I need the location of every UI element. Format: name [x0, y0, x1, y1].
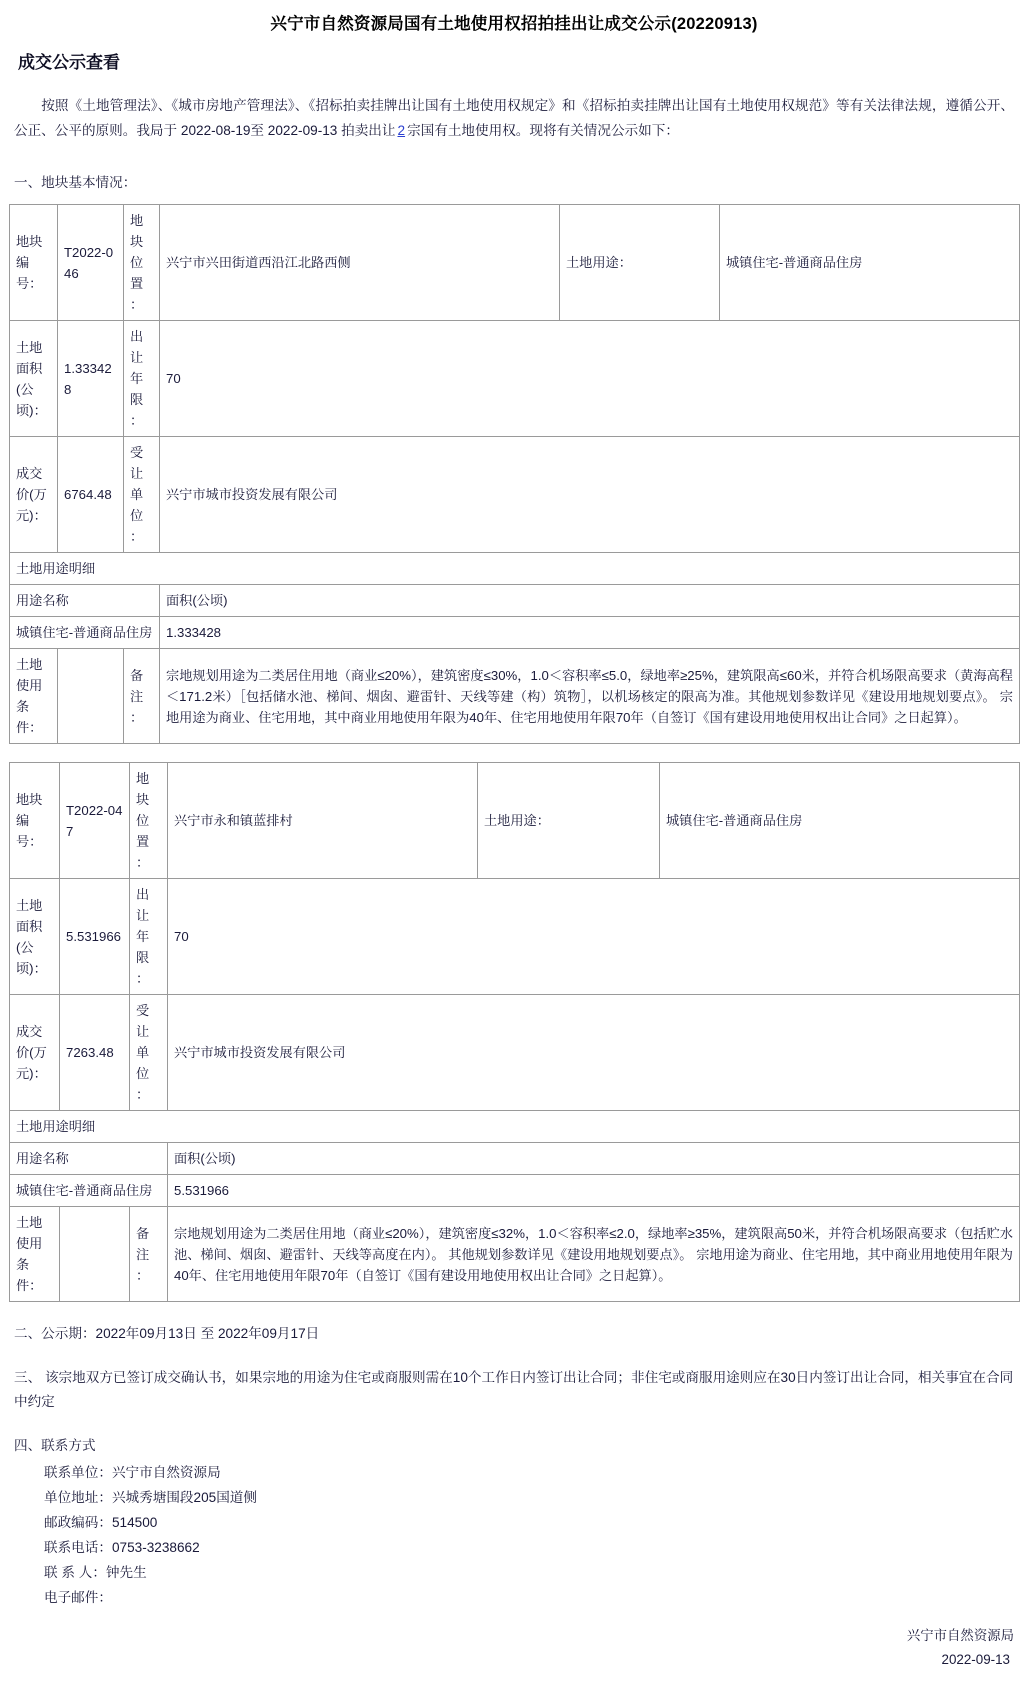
- spacer-cell: [60, 1207, 130, 1302]
- label-land-area: 土地面积(公顷)：: [10, 321, 58, 437]
- page-title: 兴宁市自然资源局国有土地使用权招拍挂出让成交公示(20220913): [270, 15, 758, 33]
- label-plot-location: 地块位置：: [130, 763, 168, 879]
- label-transfer-years: 出让年限：: [130, 879, 168, 995]
- clause-contract: 三、 该宗地双方已签订成交确认书，如果宗地的用途为住宅或商服则需在10个工作日内签订出让合同；非住宅或商服用途则应在30日内签订出让合同，相关事宜在合同中约定: [14, 1370, 1014, 1410]
- value-remark: 宗地规划用途为二类居住用地（商业≤20%），建筑密度≤32%，1.0＜容积率≤2.0，绿地率≥35%，建筑限高50米，并符合机场限高要求（包括贮水池、梯间、烟囱、避雷针、天线等高度在内）。 其他规划参数详见《建设用地规划要点》。 宗地用途为商业、住宅用地，其中商业用地使用年限为40年、住宅用地使用年限70年（自签订《国有建设用地使用权出让合同》之日起算）。: [168, 1207, 1020, 1302]
- label-deal-price: 成交价(万元)：: [10, 437, 58, 553]
- label-land-area: 土地面积(公顷)：: [10, 879, 60, 995]
- subsection-basic-info: 一、地块基本情况：: [14, 175, 137, 191]
- spacer: [0, 1414, 1028, 1434]
- clause-contact-head: 四、联系方式: [14, 1438, 96, 1454]
- label-remark: 备注：: [130, 1207, 168, 1302]
- value-transfer-years: 70: [160, 321, 1020, 437]
- signature-date: 2022-09-13: [941, 1652, 1010, 1668]
- intro-paragraph: [0, 93, 1028, 143]
- table-row: [10, 879, 1020, 995]
- plot-table-1: [9, 204, 1020, 744]
- value-land-use: 城镇住宅-普通商品住房: [660, 763, 1020, 879]
- label-transferee: 受让单位：: [130, 995, 168, 1111]
- label-plot-no: 地块编号：: [10, 763, 60, 879]
- use-detail-title: 土地用途明细: [10, 553, 1020, 585]
- table-row: [10, 1207, 1020, 1302]
- value-plot-location: 兴宁市兴田街道西沿江北路西侧: [160, 205, 560, 321]
- value-land-area: 5.531966: [60, 879, 130, 995]
- use-detail-title: 土地用途明细: [10, 1111, 1020, 1143]
- value-use-name: 城镇住宅-普通商品住房: [10, 617, 160, 649]
- plot-table-2: [9, 762, 1020, 1302]
- section-heading: 成交公示查看: [18, 53, 120, 72]
- intro-text-part2: 宗国有土地使用权。现将有关情况公示如下：: [407, 122, 679, 138]
- value-land-area: 1.333428: [58, 321, 124, 437]
- table-row: [10, 649, 1020, 744]
- table-row: [10, 1175, 1020, 1207]
- signature-org: 兴宁市自然资源局: [906, 1628, 1014, 1644]
- header-use-area: 面积(公顷): [168, 1143, 1020, 1175]
- contact-person: 联 系 人：钟先生: [44, 1565, 147, 1581]
- value-transferee: 兴宁市城市投资发展有限公司: [168, 995, 1020, 1111]
- value-use-area: 5.531966: [168, 1175, 1020, 1207]
- contact-address: 单位地址：兴城秀塘围段205国道侧: [44, 1490, 257, 1506]
- plot-count-link[interactable]: 2: [397, 122, 406, 138]
- table-row: [10, 321, 1020, 437]
- value-plot-location: 兴宁市永和镇蓝排村: [168, 763, 478, 879]
- value-plot-no: T2022-047: [60, 763, 130, 879]
- value-use-name: 城镇住宅-普通商品住房: [10, 1175, 168, 1207]
- table-gap: [0, 744, 1028, 762]
- clause-publicity-period: 二、公示期：2022年09月13日 至 2022年09月17日: [14, 1326, 320, 1342]
- label-use-conditions: 土地使用条件：: [10, 649, 58, 744]
- label-plot-location: 地块位置：: [124, 205, 160, 321]
- header-use-name: 用途名称: [10, 585, 160, 617]
- signature-block: [0, 1610, 1028, 1672]
- label-transfer-years: 出让年限：: [124, 321, 160, 437]
- table-row: [10, 617, 1020, 649]
- label-remark: 备注：: [124, 649, 160, 744]
- value-deal-price: 7263.48: [60, 995, 130, 1111]
- table-row: [10, 553, 1020, 585]
- contact-postcode: 邮政编码：514500: [44, 1515, 158, 1531]
- contact-block: [0, 1458, 1028, 1610]
- spacer: [0, 1302, 1028, 1322]
- header-use-name: 用途名称: [10, 1143, 168, 1175]
- label-deal-price: 成交价(万元)：: [10, 995, 60, 1111]
- label-transferee: 受让单位：: [124, 437, 160, 553]
- spacer-cell: [58, 649, 124, 744]
- contact-email: 电子邮件：: [44, 1590, 112, 1606]
- contact-phone: 联系电话：0753-3238662: [44, 1540, 200, 1556]
- label-land-use: 土地用途：: [560, 205, 720, 321]
- value-use-area: 1.333428: [160, 617, 1020, 649]
- table-row: [10, 1111, 1020, 1143]
- label-use-conditions: 土地使用条件：: [10, 1207, 60, 1302]
- table-row: [10, 995, 1020, 1111]
- value-remark: 宗地规划用途为二类居住用地（商业≤20%），建筑密度≤30%，1.0＜容积率≤5.0，绿地率≥25%，建筑限高≤60米，并符合机场限高要求（黄海高程＜171.2米）［包括储水池、梯间、烟囱、避雷针、天线等建（构）筑物］，以机场核定的限高为准。其他规划参数详见《建设用地规划要点》。 宗地用途为商业、住宅用地，其中商业用地使用年限为40年、住宅用地使用年限70年（自签订《国有建设用地使用权出让合同》之日起算）。: [160, 649, 1020, 744]
- page-tail: [0, 1672, 1028, 1698]
- table-row: [10, 1143, 1020, 1175]
- table-row: [10, 763, 1020, 879]
- table-row: [10, 585, 1020, 617]
- value-land-use: 城镇住宅-普通商品住房: [720, 205, 1020, 321]
- value-transfer-years: 70: [168, 879, 1020, 995]
- contact-unit: 联系单位：兴宁市自然资源局: [44, 1465, 221, 1481]
- header-use-area: 面积(公顷): [160, 585, 1020, 617]
- label-land-use: 土地用途：: [478, 763, 660, 879]
- table-row: [10, 437, 1020, 553]
- spacer: [0, 1346, 1028, 1366]
- table-row: [10, 205, 1020, 321]
- label-plot-no: 地块编号：: [10, 205, 58, 321]
- value-deal-price: 6764.48: [58, 437, 124, 553]
- intro-text-part1: 按照《土地管理法》、《城市房地产管理法》、《招标拍卖挂牌出让国有土地使用权规定》和《招标拍卖挂牌出让国有土地使用权规范》等有关法律法规，遵循公开、公正、公平的原则。我局于 2022-08-19至 2022-09-13 拍卖出让: [14, 97, 1014, 138]
- value-plot-no: T2022-046: [58, 205, 124, 321]
- value-transferee: 兴宁市城市投资发展有限公司: [160, 437, 1020, 553]
